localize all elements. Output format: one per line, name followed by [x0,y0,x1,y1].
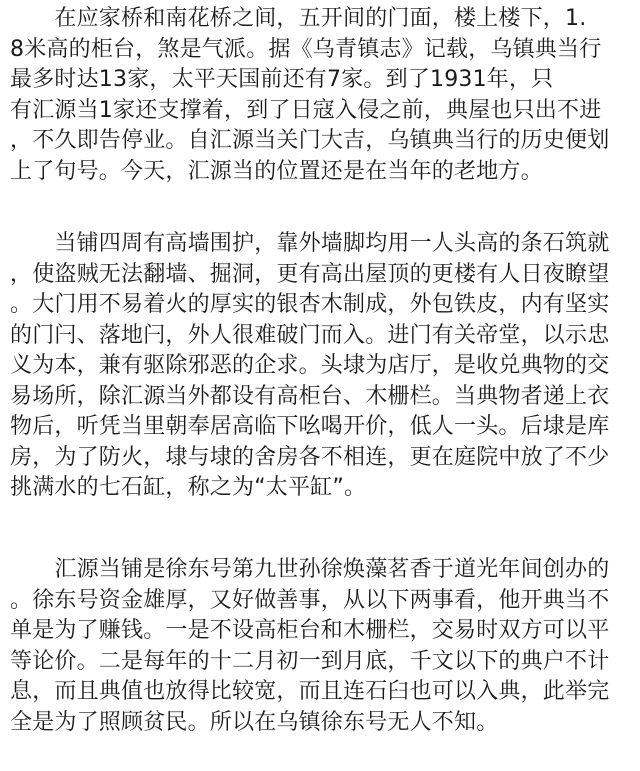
text-line: 上了句号。今天，汇源当的位置还是在当年的老地方。 [10,158,543,184]
text-line: 房，为了防火，埭与埭的舍房各不相连，更在庭院中放了不少 [10,444,610,470]
paragraph-1 [10,4,609,187]
text-line: 。大门用不易着火的厚实的银杏木制成，外包铁皮，内有坚实 [10,292,610,317]
paragraph-2 [10,229,609,504]
text-line: 单是为了赚钱。一是不设高柜台和木栅栏，交易时双方可以平 [10,618,610,643]
text-line: 易场所，除汇源当外都设有高柜台、木栅栏。当典物者递上衣 [10,383,610,409]
text-line: 等论价。二是每年的十二月初一到月底，千文以下的典户不计 [10,648,610,674]
text-line: 在应家桥和南花桥之间，五开间的门面，楼上楼下，1. [10,6,587,31]
text-line: 汇源当铺是徐东号第九世孙徐焕藻茗香于道光年间创办的 [10,557,610,582]
text-line: 息，而且典值也放得比较宽，而且连石臼也可以入典，此举完 [10,679,610,704]
text-line: 物后，听凭当里朝奉居高临下吆喝开价，低人一头。后埭是库 [10,414,610,439]
text-line: ，不久即告停业。自汇源当关门大吉，乌镇典当行的历史便划 [10,128,610,153]
text-line: ，使盗贼无法翻墙、掘洞，更有高出屋顶的更楼有人日夜瞭望 [10,261,610,287]
text-line: 当铺四周有高墙围护，靠外墙脚均用一人头高的条石筑就 [10,231,610,256]
text-line: 8米高的柜台，煞是气派。据《乌青镇志》记载，乌镇典当行 [10,36,602,62]
text-line: 。徐东号资金雄厚，又好做善事，从以下两事看，他开典当不 [10,587,610,613]
text-line: 有汇源当1家还支撑着，到了日寇入侵之前，典屋也只出不进 [10,97,602,123]
paragraph-3 [10,555,609,738]
text-line: 义为本，兼有驱除邪恶的企求。头埭为店厅，是收兑典物的交 [10,353,610,378]
text-line: 最多时达13家，太平天国前还有7家。到了1931年，只 [10,67,554,92]
text-line: 挑满水的七石缸，称之为“太平缸”。 [10,475,367,500]
text-line: 全是为了照顾贫民。所以在乌镇徐东号无人不知。 [10,709,499,735]
text-line: 的门闩、落地闩，外人很难破门而入。进门有关帝堂，以示忠 [10,322,610,348]
